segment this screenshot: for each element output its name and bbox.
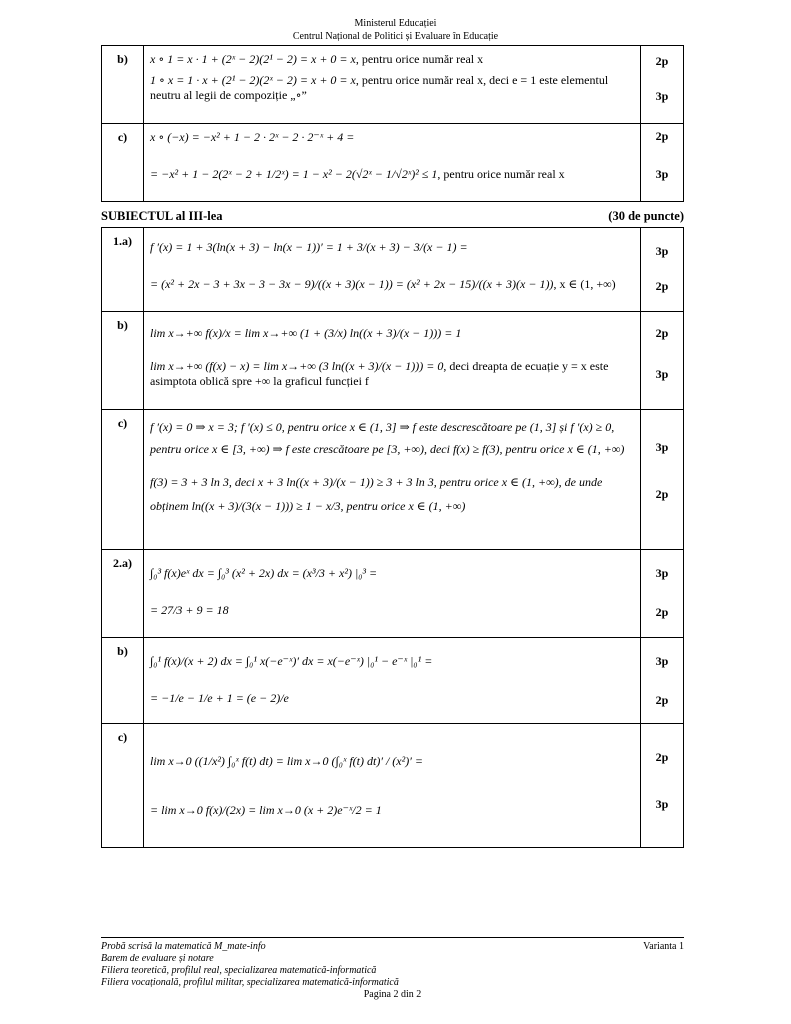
points: 3p xyxy=(655,244,669,258)
table-row xyxy=(102,638,684,724)
page-footer xyxy=(101,937,684,1001)
table-row xyxy=(102,312,684,410)
table-row xyxy=(102,228,684,312)
formula: = (x² + 2x − 3 + 3x − 3 − 3x − 9)/((x + 3)(x − 1)) = (x² + 2x − 15)/((x + 3)(x − 1)) xyxy=(150,277,554,291)
formula-text: , x ∈ (1, +∞) xyxy=(553,277,616,291)
formula: = −1/e − 1/e + 1 = (e − 2)/e xyxy=(150,691,289,705)
points: 2p xyxy=(655,605,669,619)
formula: ∫₀³ f(x)eˣ dx = ∫₀³ (x² + 2x) dx = (x³/3 + x²) |₀³ = xyxy=(150,566,378,580)
item-label: c) xyxy=(102,124,144,202)
points: 2p xyxy=(655,279,669,293)
footer-track-vocational: Filiera vocațională, profilul militar, specializarea matematică-informatică xyxy=(101,977,399,988)
formula: = 27/3 + 9 = 18 xyxy=(150,603,229,617)
points: 2p xyxy=(655,693,669,707)
formula: ∫₀¹ f(x)/(x + 2) dx = ∫₀¹ x(−e⁻ˣ)′ dx = x(−e⁻ˣ) |₀¹ − e⁻ˣ |₀¹ = xyxy=(150,654,433,668)
formula: x ∘ 1 = x · 1 + (2ˣ − 2)(2¹ − 2) = x + 0 = x xyxy=(150,52,356,66)
points: 2p xyxy=(655,54,669,68)
points: 3p xyxy=(655,654,669,668)
item-label: 1.a) xyxy=(102,228,144,312)
table-row xyxy=(102,124,684,202)
table-row xyxy=(102,46,684,124)
item-label: c) xyxy=(102,724,144,848)
formula-text: , pentru orice număr real x xyxy=(437,167,565,181)
formula: lim x→+∞ f(x)/x = lim x→+∞ (1 + (3/x) ln((x + 3)/(x − 1))) = 1 xyxy=(150,326,462,340)
formula: 1 ∘ x = 1 · x + (2¹ − 2)(2ˣ − 2) = x + 0 = x xyxy=(150,73,356,87)
points: 3p xyxy=(655,89,669,103)
points: 2p xyxy=(655,487,669,501)
table-row xyxy=(102,550,684,638)
formula: = lim x→0 f(x)/(2x) = lim x→0 (x + 2)e⁻ˣ/2 = 1 xyxy=(150,803,382,817)
table-row xyxy=(102,410,684,550)
points: 3p xyxy=(655,566,669,580)
points: 3p xyxy=(655,440,669,454)
ministry-header: Ministerul Educației xyxy=(354,18,437,29)
points: 3p xyxy=(655,367,669,381)
item-label: 2.a) xyxy=(102,550,144,638)
section-heading xyxy=(101,209,684,224)
item-label: b) xyxy=(102,46,144,124)
section-title: SUBIECTUL al III-lea xyxy=(101,209,223,223)
subject-three-table xyxy=(101,227,684,848)
points: 3p xyxy=(655,797,669,811)
footer-barem: Barem de evaluare și notare xyxy=(101,953,214,964)
formula: f ′(x) = 0 ⇒ x = 3; f ′(x) ≤ 0, pentru orice x ∈ (1, 3] ⇒ f este descrescătoare pe (1, 3] și f ′(x) ≥ 0, pentru orice x ∈ [3, +∞) ⇒ f este crescătoare pe [3, +∞), deci f(x) ≥ f(3), pentru orice x ∈ (1, +∞) xyxy=(150,420,625,456)
formula: = −x² + 1 − 2(2ˣ − 2 + 1/2ˣ) = 1 − x² − 2(√2ˣ − 1/√2ˣ)² ≤ 1 xyxy=(150,167,438,181)
formula: x ∘ (−x) = −x² + 1 − 2 · 2ˣ − 2 · 2⁻ˣ + 4 = xyxy=(150,130,355,144)
points: 2p xyxy=(655,750,669,764)
item-label: b) xyxy=(102,638,144,724)
formula-text: , pentru orice număr real x, deci e = 1 este elementul neutru al legii de compoziție „∘” xyxy=(150,73,609,102)
points: 2p xyxy=(655,326,669,340)
section-points: (30 de puncte) xyxy=(608,209,684,223)
item-label: b) xyxy=(102,312,144,410)
footer-exam: Probă scrisă la matematică M_mate-info xyxy=(101,941,266,952)
footer-track-theoretical: Filiera teoretică, profilul real, specializarea matematică-informatică xyxy=(101,965,377,976)
formula: f(3) = 3 + 3 ln 3, deci x + 3 ln((x + 3)/(x − 1)) ≥ 3 + 3 ln 3, pentru orice x ∈ (1, +∞), de unde obținem ln((x + 3)/(3(x − 1))) ≥ 1 − x/3, pentru orice x ∈ (1, +∞) xyxy=(150,475,603,513)
formula: f ′(x) = 1 + 3(ln(x + 3) − ln(x − 1))′ = 1 + 3/(x + 3) − 3/(x − 1) = xyxy=(150,240,468,254)
formula: lim x→0 ((1/x²) ∫₀ˣ f(t) dt) = lim x→0 (∫₀ˣ f(t) dt)′ / (x²)′ = xyxy=(150,754,423,768)
formula-text: , deci dreapta de ecuație y = x este asimptota oblică spre +∞ la graficul funcției f xyxy=(150,359,609,388)
points: 2p xyxy=(655,129,669,143)
table-row xyxy=(102,724,684,848)
page-number: Pagina 2 din 2 xyxy=(363,989,422,1000)
item-label: c) xyxy=(102,410,144,550)
formula-text: , pentru orice număr real x xyxy=(355,52,484,66)
points: 3p xyxy=(655,167,669,181)
formula: lim x→+∞ (f(x) − x) = lim x→+∞ (3 ln((x + 3)/(x − 1))) = 0 xyxy=(150,359,444,373)
footer-variant: Varianta 1 xyxy=(643,941,684,952)
center-header: Centrul Național de Politici și Evaluare în Educație xyxy=(292,31,499,42)
subject-two-table xyxy=(101,45,684,202)
